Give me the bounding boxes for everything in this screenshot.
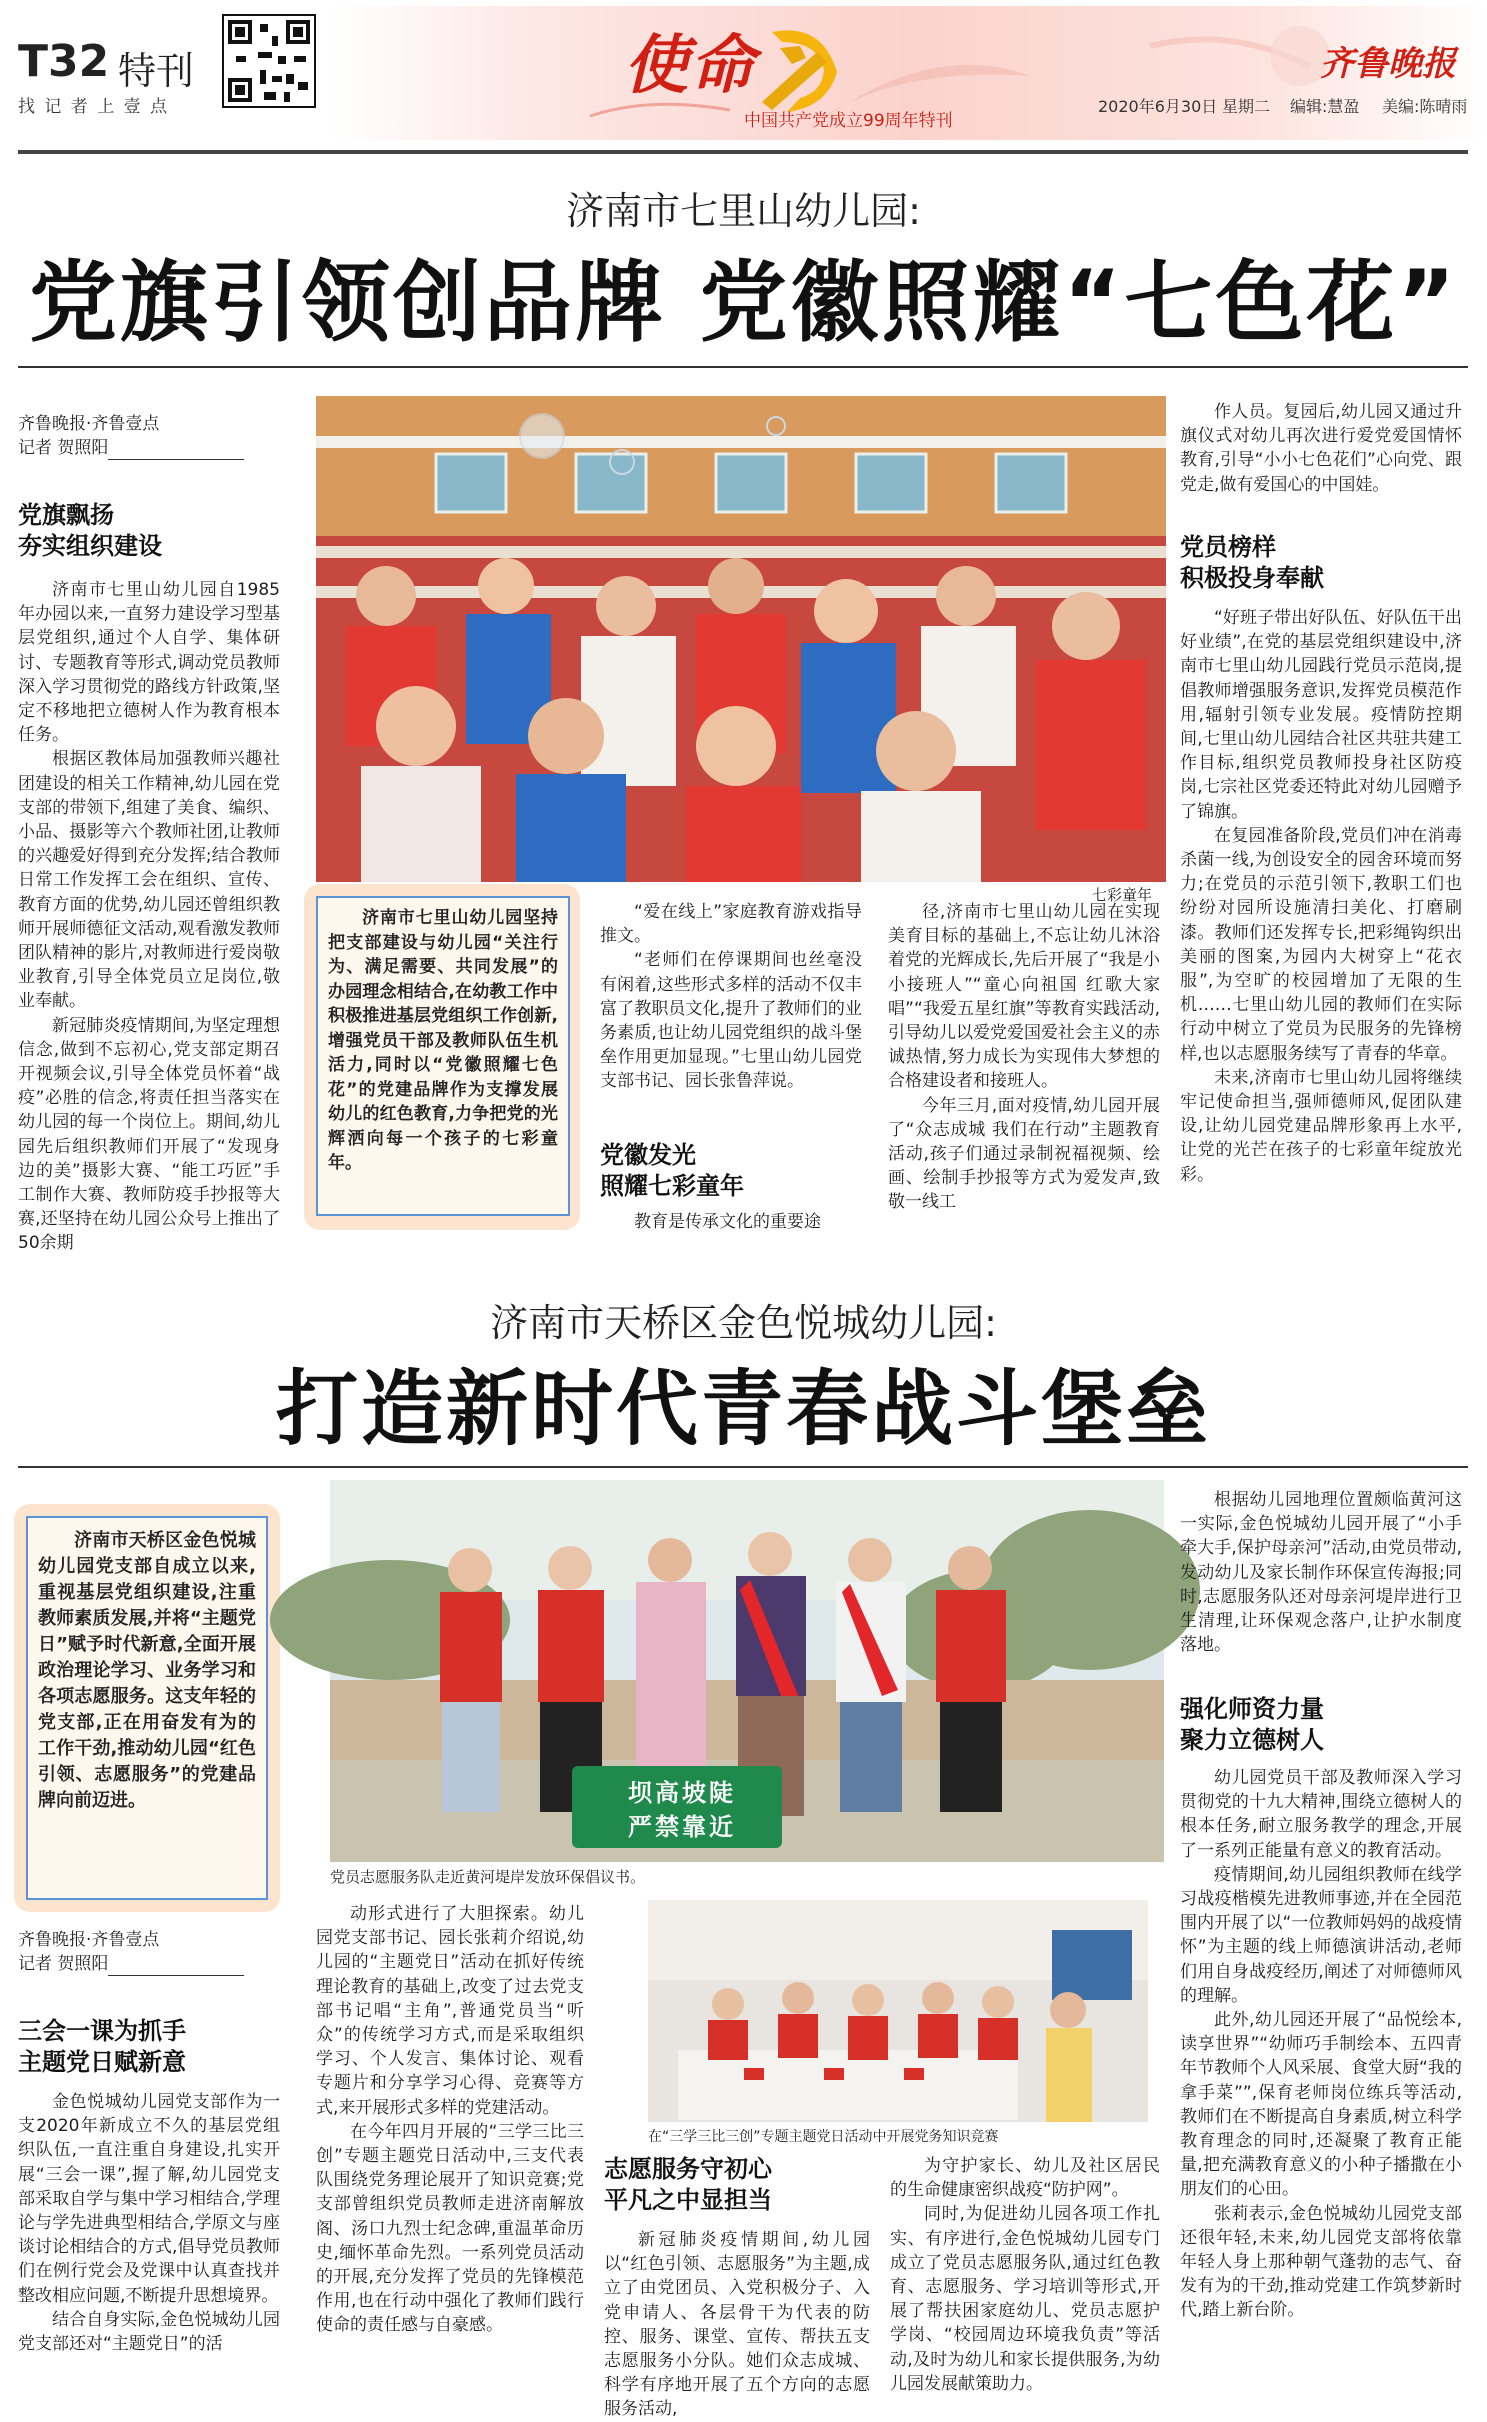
special-issue-logo-text: 使命 [624, 29, 756, 103]
article2-subhead-2: 志愿服务守初心 平凡之中显担当 [604, 2155, 772, 2214]
article2-headline: 打造新时代青春战斗堡垒 [275, 1362, 1211, 1457]
newspaper-logo: 齐鲁晚报 [1320, 44, 1456, 84]
article2-column-4 [890, 2154, 1160, 2394]
paragraph: 径,济南市七里山幼儿园在实现美育目标的基础上,不忘让幼儿沐浴着党的光辉成长,先后开展了“我是小小接班人”“童心向祖国 红歌大家唱”“我爱五星红旗”等教育实践活动,引导幼儿以爱党爱国爱社会主义的赤诚热情,努力成长为实现伟大梦想的合格建设者和接班人。 [888, 902, 1160, 1092]
designer-credit: 美编:陈晴雨 [1382, 97, 1468, 116]
paragraph: 张莉表示,金色悦城幼儿园党支部还很年轻,未来,幼儿园党支部将依靠年轻人身上那种朝气蓬勃的志气、奋发有为的干劲,推动党建工作筑梦新时代,踏上新台阶。 [1180, 2203, 1462, 2321]
issue-weekday: 星期二 [1222, 97, 1271, 116]
paragraph: 幼儿园党员干部及教师深入学习贯彻党的十九大精神,围绕立德树人的根本任务,耐立服务教学的理念,开展了一系列正能量有意义的教育活动。 [1180, 1768, 1462, 1861]
article2-photo-quiz-caption: 在“三学三比三创”专题主题党日活动中开展党务知识竞赛 [648, 2129, 999, 2145]
paragraph: 金色悦城幼儿园党支部作为一支2020年新成立不久的基层党组织队伍,一直注重自身建设,扎实开展“三会一课”,握了解,幼儿园党支部采取自学与集中学习相结合,学理论与学先进典型相结合,学原文与座谈讨论相结合的方式,倡导党员教师们在例行党会及党课中认真查找并整改相应问题,不断提升思想境界。 [18, 2092, 280, 2306]
editor-credit: 编辑:慧盈 [1290, 97, 1360, 116]
paragraph: “好班子带出好队伍、好队伍干出好业绩”,在党的基层党组织建设中,济南市七里山幼儿园践行党员示范岗,提倡教师增强服务意识,发挥党员模范作用,辐射引领专业发展。疫情防控期间,七里山幼儿园结合社区共驻共建工作目标,组织党员教师投身社区防疫岗,七宗社区党委还特此对幼儿园赠予了锦旗。 [1180, 608, 1462, 822]
header-rule [18, 150, 1468, 154]
paragraph: 未来,济南市七里山幼儿园将继续牢记使命担当,强师德师风,促团队建设,让幼儿园党建品牌形象再上水平,让党的光芒在孩子的七彩童年绽放光彩。 [1180, 1067, 1462, 1185]
article1-kicker: 济南市七里山幼儿园: [566, 189, 921, 233]
article1-byline [18, 412, 298, 460]
anniversary-label: 中国共产党成立99周年特刊 [744, 111, 953, 131]
article1-photo [316, 396, 1166, 882]
article2-column-5-top [1180, 1488, 1462, 1682]
paragraph: 作人员。复园后,幼儿园又通过升旗仪式对幼儿再次进行爱党爱国情怀教育,引导“小小七色花们”心向党、跟党走,做有爱国心的中国娃。 [1180, 402, 1462, 495]
article1-summary-text: 济南市七里山幼儿园坚持把支部建设与幼儿园“关注行为、满足需要、共同发展”的办园理念相结合,在幼教工作中积极推进基层党组织工作创新,增强党员干部及教师队伍生机活力,同时以“党徽照耀七色花”的党建品牌作为支撑发展幼儿的红色教育,力争把党的光辉洒向每一个孩子的七彩童年。 [316, 896, 570, 1216]
article1-column-5-top [1180, 400, 1462, 520]
article1-headline: 党旗引领创品牌 党徽照耀“七色花” [28, 251, 1459, 354]
paragraph: 此外,幼儿园还开展了“品悦绘本,读享世界”“幼师巧手制绘本、五四青年节教师个人风采展、食堂大厨“我的拿手菜””,保育老师岗位练兵等活动,教师们在不断提高自身素质,树立科学教育理念的同时,还凝聚了教育正能量,把充满教育意义的小种子播撒在小朋友们的心田。 [1180, 2010, 1462, 2200]
article1-subhead-1: 党旗飘扬 夯实组织建设 [18, 501, 162, 560]
page-number: T32 [18, 36, 110, 87]
paragraph: 新冠肺炎疫情期间,为坚定理想信念,做到不忘初心,党支部定期召开视频会议,引导全体党员怀着“战疫”必胜的信念,将责任担当落实在幼儿园的每一个岗位上。期间,幼儿园先后组织教师们开展了“发现身边的美”摄影大赛、“能工巧匠”手工制作大赛、教师防疫手抄报等大赛,还坚持在幼儿园公众号上推出了50余期 [18, 1015, 280, 1254]
paragraph: 根据幼儿园地理位置颇临黄河这一实际,金色悦城幼儿园开展了“小手牵大手,保护母亲河”活动,由党员带动,发动幼儿及家长制作环保宣传海报;同时,志愿服务队还对母亲河堤岸进行卫生清理,让环保观念落户,让护水制度落地。 [1180, 1490, 1462, 1656]
article1-column-3-tail: 教育是传承文化的重要途 [634, 1212, 821, 1232]
article2-photo-sign: 坝高坡陡 严禁靠近 [628, 1779, 736, 1841]
paragraph: 济南市七里山幼儿园自1985年办园以来,一直努力建设学习型基层党组织,通过个人自学、集体研讨、专题教育等形式,调动党员教师深入学习贯彻党的路线方针政策,坚定不移地把立德树人作为教育根本任务。 [18, 580, 280, 746]
paragraph: “爱在线上”家庭教育游戏指导推文。 [600, 902, 862, 947]
byline-source: 齐鲁晚报·齐鲁壹点 [18, 414, 160, 434]
issue-date: 2020年6月30日 [1098, 97, 1218, 116]
article1-column-4 [888, 900, 1160, 1236]
article1-column-1 [18, 578, 280, 1254]
paragraph: 在复园准备阶段,党员们冲在消毒杀菌一线,为创设安全的园舍环境而努力;在党员的示范引领下,教职工们也纷纷对园所设施清扫美化、打磨刷漆。教师们还发挥专长,把彩绳钩织出美丽的图案,为园内大树穿上“花衣服”,为空旷的校园增加了无限的生机……七里山幼儿园的教师们在实际行动中树立了党员为民服务的先锋榜样,也以志愿服务续写了青春的华章。 [1180, 825, 1462, 1064]
article1-subhead-3: 党员榜样 积极投身奉献 [1180, 533, 1324, 592]
paragraph: 同时,为促进幼儿园各项工作扎实、有序进行,金色悦城幼儿园专门成立了党员志愿服务队,通过红色教育、志愿服务、学习培训等形式,开展了帮扶困家庭幼儿、党员志愿护学岗、“校园周边环境我负责”等活动,及时为幼儿和家长提供服务,为幼儿园发展献策助力。 [890, 2204, 1160, 2394]
article2-summary-text: 济南市天桥区金色悦城幼儿园党支部自成立以来,重视基层党组织建设,注重教师素质发展,并将“主题党日”赋予时代新意,全面开展政治理论学习、业务学习和各项志愿服务。这支年轻的党支部,正在用奋发有为的工作干劲,推动幼儿园“红色引领、志愿服务”的党建品牌向前迈进。 [26, 1516, 268, 1900]
article2-column-3 [604, 2228, 870, 2420]
article2-column-5 [1180, 1766, 1462, 2384]
article1-subhead-2: 党徽发光 照耀七彩童年 [600, 1141, 744, 1200]
article2-byline [18, 1928, 298, 1976]
byline-source: 齐鲁晚报·齐鲁壹点 [18, 1930, 160, 1950]
byline-reporter: 记者 贺照阳 [18, 438, 109, 458]
article2-subhead-1: 三会一课为抓手 主题党日赋新意 [18, 2017, 186, 2076]
staff-line: 找 记 者 上 壹 点 [18, 97, 170, 117]
article1-photo-caption: 七彩童年 [1092, 886, 1153, 904]
article1-column-3 [600, 900, 862, 1138]
section-name: 特刊 [118, 49, 195, 93]
masthead [0, 0, 1487, 152]
paragraph: 结合自身实际,金色悦城幼儿园党支部还对“主题党日”的活 [18, 2309, 280, 2355]
paragraph: 在今年四月开展的“三学三比三创”专题主题党日活动中,三支代表队围绕党务理论展开了知识竞赛;党支部曾组织党员教师走进济南解放阁、汤口九烈士纪念碑,重温革命历史,缅怀革命先烈。一系列党员活动的开展,充分发挥了党员的先锋模范作用,也在行动中强化了教师们践行使命的责任感与自豪感。 [316, 2121, 584, 2336]
paragraph: 根据区教体局加强教师兴趣社团建设的相关工作精神,幼儿园在党支部的带领下,组建了美食、编织、小品、摄影等六个教师社团,让教师的兴趣爱好得到充分发挥;结合教师日常工作发挥工会在组织、宣传、教育方面的优势,幼儿园还曾组织教师开展师德征文活动,观看激发教师团队精神的影片,对教师进行爱岗敬业教育,引导全体党员立足岗位,敬业奉献。 [18, 749, 280, 1012]
paragraph: 动形式进行了大胆探索。幼儿园党支部书记、园长张莉介绍说,幼儿园的“主题党日”活动在抓好传统理论教育的基础上,改变了过去党支部书记唱“主角”,普通党员当“听众”的传统学习方式,而是采取组织学习、个人发言、集体讨论、观看专题片和分享学习心得、竞赛等方式,来开展形式多样的党建活动。 [316, 1904, 584, 2118]
article2-photo-quiz [648, 1900, 1148, 2122]
article2-kicker: 济南市天桥区金色悦城幼儿园: [490, 1301, 997, 1345]
article2-column-2 [316, 1902, 584, 2384]
paragraph: 疫情期间,幼儿园组织教师在线学习战疫楷模先进教师事迹,并在全园范围内开展了以“一位教师妈妈的战疫情怀”为主题的线上师德演讲活动,老师们用自身战疫经历,阐述了对师德师风的理解。 [1180, 1864, 1462, 2006]
qr-code-icon[interactable] [222, 14, 316, 108]
article2-photo-volunteers-caption: 党员志愿服务队走近黄河堤岸发放环保倡议书。 [330, 1868, 646, 1886]
paragraph: 今年三月,面对疫情,幼儿园开展了“众志成城 我们在行动”主题教育活动,孩子们通过录制祝福视频、绘画、绘制手抄报等方式为爱发声,致敬一线工 [888, 1095, 1160, 1213]
article1-rule [18, 366, 1468, 368]
paragraph: “老师们在停课期间也丝毫没有闲着,这些形式多样的活动不仅丰富了教职员文化,提升了教师们的业务素质,也让幼儿园党组织的战斗堡垒作用更加显现。”七里山幼儿园党支部书记、园长张鲁萍说。 [600, 950, 862, 1092]
paragraph: 为守护家长、幼儿及社区居民的生命健康密织战疫“防护网”。 [890, 2156, 1160, 2201]
article2-rule [18, 1466, 1468, 1468]
article1-column-5 [1180, 606, 1462, 1242]
article2-subhead-3: 强化师资力量 聚力立德树人 [1180, 1695, 1324, 1754]
article2-column-1 [18, 2090, 280, 2384]
byline-reporter: 记者 贺照阳 [18, 1954, 109, 1974]
paragraph: 新冠肺炎疫情期间,幼儿园以“红色引领、志愿服务”为主题,成立了由党团员、入党积极分子、入党申请人、各层骨干为代表的防控、服务、课堂、宣传、帮扶五支志愿服务小分队。她们众志成城、科学有序地开展了五个方向的志愿服务活动, [604, 2230, 870, 2420]
